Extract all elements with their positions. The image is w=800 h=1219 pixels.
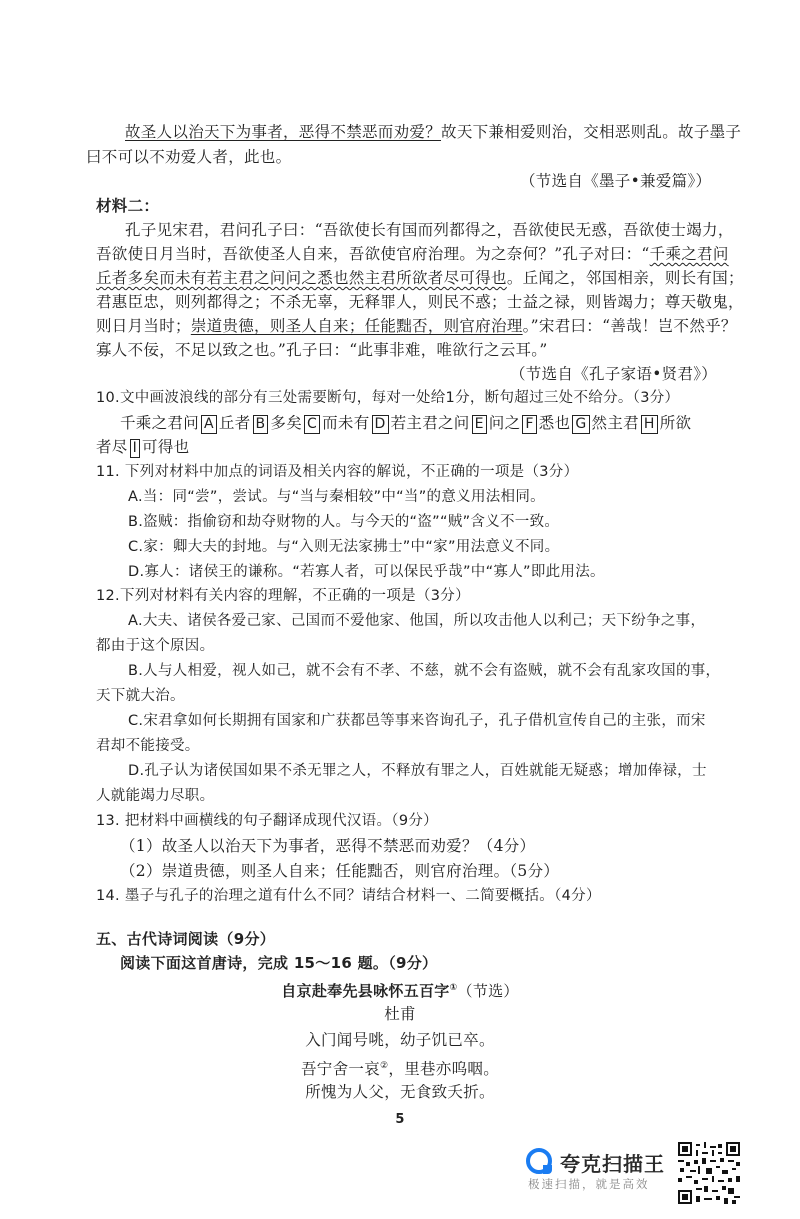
text-line: 则日月当时；崇道贵德，则圣人自来；任能黜否，则官府治理。”宋君曰：“善哉！岂不然乎？	[96, 317, 737, 335]
section-5-heading: 五、古代诗词阅读（9分）	[96, 930, 276, 948]
option-box: I	[130, 439, 140, 458]
poem-line: 入门闻号咷，幼子饥已卒。	[305, 1031, 495, 1049]
choice-a: A.大夫、诸侯各爱己家、己国而不爱他家、他国，所以攻击他人以利己；天下纷争之事，	[128, 613, 706, 629]
source-citation: （节选自《墨子•兼爱篇》）	[520, 172, 712, 190]
choice-a-cont: 都由于这个原因。	[96, 638, 215, 654]
question-10-options: 千乘之君问 A 丘者 B 多矣 C 而未有 D 若主君之问 E 问之 F 悉也 G 然主君 H 所欲	[120, 414, 692, 432]
question-13: 13. 把材料中画横线的句子翻译成现代汉语。（9分）	[96, 813, 438, 829]
option-box: G	[572, 415, 589, 434]
source-citation: （节选自《孔子家语•贤君》）	[510, 365, 718, 383]
choice-d: D.寡人：诸侯王的谦称。“若寡人者，可以保民乎哉”中“寡人”即此用法。	[128, 564, 605, 580]
choice-b: B.盗贼：指偷窃和劫夺财物的人。与今天的“盗”“贼”含义不一致。	[128, 514, 560, 530]
choice-b-cont: 天下就大治。	[96, 688, 185, 704]
section-5-instruction: 阅读下面这首唐诗，完成 15～16 题。（9分）	[120, 954, 438, 972]
text-line: 寡人不佞，不足以致之也。”孔子曰：“此事非难，唯欲行之云耳。”	[96, 341, 548, 359]
text-line: 曰不可以不劝爱人者，此也。	[86, 148, 292, 166]
question-10-options-cont: 者尽 I 可得也	[96, 438, 190, 456]
option-box: D	[372, 415, 389, 434]
poem-title: 自京赴奉先县咏怀五百字①（节选）	[281, 982, 519, 1000]
text-line: 君惠臣忠，则列都得之；不杀无辜，无释罪人，则民不惑；士益之禄，则皆竭力；尊天敬鬼，	[96, 293, 744, 311]
poem-line: 所愧为人父，无食致夭折。	[305, 1083, 495, 1101]
option-box: E	[472, 415, 487, 434]
page-number: 5	[395, 1112, 405, 1127]
question-10: 10.文中画波浪线的部分有三处需要断句，每对一处给1分，断句超过三处不给分。（3分）	[96, 390, 680, 406]
option-box: B	[253, 415, 269, 434]
question-13-part1: （1）故圣人以治天下为事者，恶得不禁恶而劝爱？（4分）	[120, 837, 536, 855]
wavy-underlined-text: 丘者多矣而未有若主君之问问之悉也然主君所欲者尽可得也	[96, 269, 507, 287]
poem-author: 杜甫	[384, 1005, 416, 1023]
question-11: 11. 下列对材料中加点的词语及相关内容的解说，不正确的一项是（3分）	[96, 464, 579, 480]
section-heading: 材料二：	[96, 196, 160, 215]
qr-code-icon	[678, 1142, 740, 1204]
text-line: 丘者多矣而未有若主君之问问之悉也然主君所欲者尽可得也。丘闻之，邻国相亲，则长有国；	[96, 269, 744, 287]
app-slogan: 极速扫描，就是高效	[528, 1177, 650, 1191]
question-14: 14. 墨子与孔子的治理之道有什么不同？请结合材料一、二简要概括。（4分）	[96, 888, 601, 904]
question-13-part2: （2）崇道贵德，则圣人自来；任能黜否，则官府治理。（5分）	[120, 862, 560, 880]
choice-a: A.当：同“尝”，尝试。与“当与秦相较”中“当”的意义用法相同。	[128, 489, 545, 505]
option-box: H	[641, 415, 658, 434]
choice-c: C.宋君拿如何长期拥有国家和广获都邑等事来咨询孔子，孔子借机宣传自己的主张，而宋	[128, 713, 706, 729]
question-12: 12.下列对材料有关内容的理解，不正确的一项是（3分）	[96, 588, 470, 604]
text-line: 吾欲使日月当时，吾欲使圣人自来，吾欲使官府治理。为之奈何？”孔子对曰：“千乘之君问	[96, 245, 729, 263]
choice-c: C.家：卿大夫的封地。与“入则无法家拂士”中“家”用法意义不同。	[128, 539, 560, 555]
wavy-underlined-text: 千乘之君问	[649, 245, 729, 263]
underlined-sentence: 故圣人以治天下为事者，恶得不禁恶而劝爱？	[125, 123, 442, 141]
text-line: 故圣人以治天下为事者，恶得不禁恶而劝爱？故天下兼相爱则治，交相恶则乱。故子墨子	[125, 123, 742, 141]
quark-logo-icon	[526, 1148, 552, 1174]
poem-line: 吾宁舍一哀②，里巷亦呜咽。	[301, 1060, 499, 1079]
app-name: 夸克扫描王	[560, 1152, 665, 1176]
choice-d: D.孔子认为诸侯国如果不杀无罪之人，不释放有罪之人，百姓就能无疑惑；增加俸禄，士	[128, 763, 707, 779]
option-box: A	[201, 415, 217, 434]
scanner-watermark	[526, 1144, 676, 1191]
option-box: C	[304, 415, 320, 434]
text-line: 孔子见宋君，君问孔子曰：“吾欲使长有国而列都得之，吾欲使民无惑，吾欲使士竭力，	[125, 221, 734, 239]
option-box: F	[522, 415, 536, 434]
choice-d-cont: 人就能竭力尽职。	[96, 788, 215, 804]
choice-b: B.人与人相爱，视人如己，就不会有不孝、不慈，就不会有盗贼，就不会有乱家攻国的事，	[128, 663, 721, 679]
underlined-sentence: 崇道贵德，则圣人自来；任能黜否，则官府治理	[190, 317, 523, 335]
choice-c-cont: 君却不能接受。	[96, 738, 200, 754]
